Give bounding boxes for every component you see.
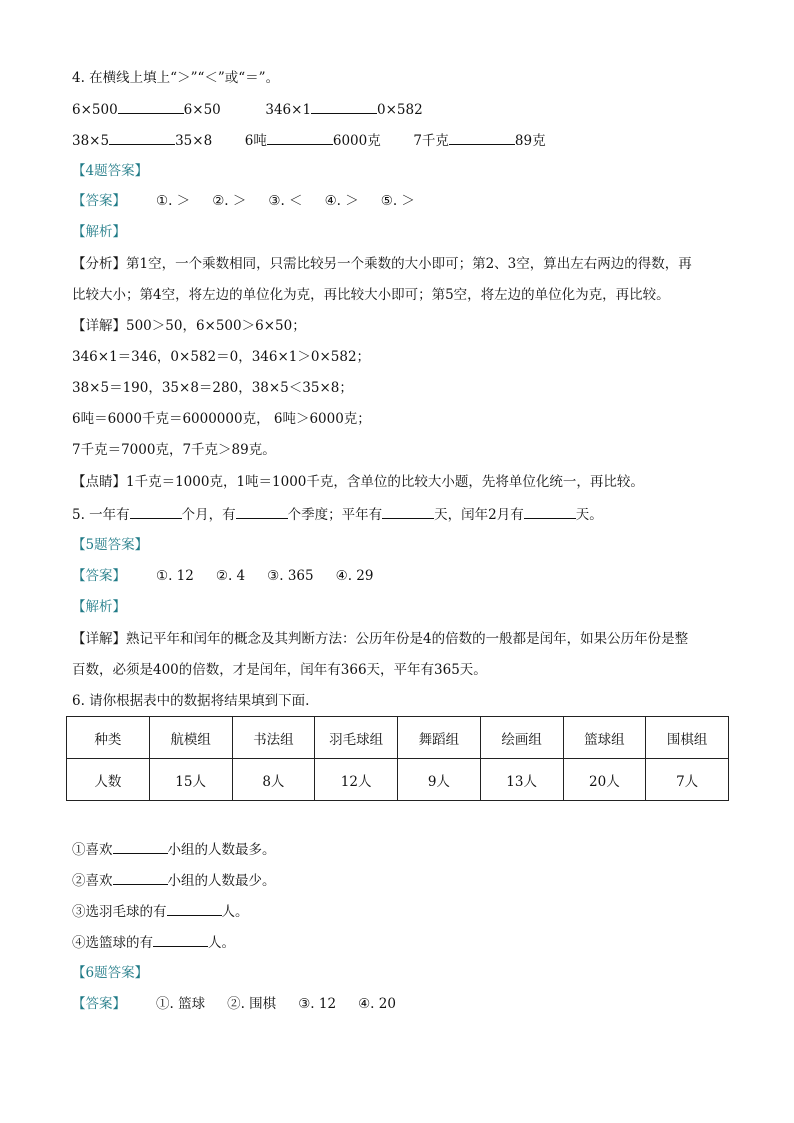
q6-answer-1: ①. 篮球 <box>156 996 206 1012</box>
q4-row1 <box>72 99 423 120</box>
table-cell: 8人 <box>232 759 315 801</box>
q4-item4-left: 6吨 <box>244 133 267 149</box>
table-row <box>67 759 729 801</box>
q4-row2 <box>72 130 546 151</box>
q4-item4-right: 6000克 <box>332 133 381 149</box>
q6-answer-3: ③. 12 <box>298 996 337 1012</box>
q4-item3-right: 35×8 <box>175 133 213 149</box>
q4-analysis-tag: 【分析】 <box>72 256 126 272</box>
q6-item-3: ③选羽毛球的有 人。 <box>72 901 249 922</box>
q6-answer-row <box>72 994 418 1014</box>
table-cell: 15人 <box>149 759 232 801</box>
table-cell: 人数 <box>67 759 150 801</box>
table-cell: 舞蹈组 <box>398 717 481 759</box>
q5-blank-4[interactable] <box>524 504 576 519</box>
q5-answer-label: 【答案】 <box>72 568 126 584</box>
table-header-row <box>67 717 729 759</box>
table-cell: 羽毛球组 <box>315 717 398 759</box>
q4-blank-5[interactable] <box>449 130 515 145</box>
table-cell: 12人 <box>315 759 398 801</box>
q4-answer-row <box>72 191 437 211</box>
q5-answer-2: ②. 4 <box>215 568 246 584</box>
q4-detail-line3: 38×5＝190，35×8＝280，38×5＜35×8； <box>72 380 353 396</box>
q4-analysis-line2: 比较大小；第4空，将左边的单位化为克，再比较大小即可；第5空，将左边的单位化为克，再比较。 <box>72 287 670 303</box>
table-cell: 13人 <box>480 759 563 801</box>
q4-detail-line2: 346×1＝346，0×582＝0，346×1＞0×582； <box>72 349 371 365</box>
q4-analysis-line1: 【分析】第1空，一个乘数相同，只需比较另一个乘数的大小即可；第2、3空，算出左右两边的得数，再 <box>72 256 692 272</box>
table-cell: 书法组 <box>232 717 315 759</box>
q6-blank-4[interactable] <box>153 932 208 947</box>
q6-answer-4: ④. 20 <box>358 996 396 1012</box>
q4-answer-label: 【答案】 <box>72 193 126 209</box>
q4-stem: 4. 在横线上填上“＞”“＜”或“＝”。 <box>72 70 280 86</box>
q6-item-4: ④选篮球的有 人。 <box>72 932 235 953</box>
q5-detail-line1: 【详解】熟记平年和闰年的概念及其判断方法：公历年份是4的倍数的一般都是闰年，如果公历年份是整 <box>72 631 689 647</box>
q6-answer-label: 【答案】 <box>72 996 126 1012</box>
table-cell: 绘画组 <box>480 717 563 759</box>
q5-detail-tag: 【详解】 <box>72 631 126 647</box>
table-cell: 篮球组 <box>563 717 646 759</box>
q4-blank-2[interactable] <box>311 99 377 114</box>
q4-blank-3[interactable] <box>109 130 175 145</box>
q4-analysis-header: 【解析】 <box>72 224 126 240</box>
q4-detail-tag: 【详解】 <box>72 318 126 334</box>
q6-answer-header: 【6题答案】 <box>72 965 149 981</box>
q6-answer-2: ②. 围棋 <box>227 996 277 1012</box>
q4-item1-right: 6×50 <box>183 102 221 118</box>
q4-answer-4: ④. ＞ <box>324 193 359 209</box>
q6-data-table <box>66 716 729 801</box>
q5-answer-1: ①. 12 <box>156 568 194 584</box>
q4-blank-1[interactable] <box>118 99 184 114</box>
q6-item-1: ①喜欢 小组的人数最多。 <box>72 839 276 860</box>
q6-blank-3[interactable] <box>167 901 222 916</box>
q4-answer-2: ②. ＞ <box>212 193 247 209</box>
table-cell: 9人 <box>398 759 481 801</box>
q4-item2-left: 346×1 <box>265 102 312 118</box>
q5-blank-1[interactable] <box>130 504 182 519</box>
q5-analysis-header: 【解析】 <box>72 599 126 615</box>
q6-blank-1[interactable] <box>113 839 168 854</box>
q4-detail-line4: 6吨＝6000千克＝6000000克， 6吨＞6000克； <box>72 411 371 427</box>
q4-answer-header: 【4题答案】 <box>72 163 149 179</box>
q4-answer-5: ⑤. ＞ <box>380 193 415 209</box>
q4-tip-tag: 【点睛】 <box>72 474 126 490</box>
table-cell: 航模组 <box>149 717 232 759</box>
table-cell: 围棋组 <box>646 717 729 759</box>
q5-detail-line2: 百数，必须是400的倍数，才是闰年，闰年有366天，平年有365天。 <box>72 662 487 678</box>
q6-item-2: ②喜欢 小组的人数最少。 <box>72 870 276 891</box>
q4-item3-left: 38×5 <box>72 133 110 149</box>
q5-blank-2[interactable] <box>236 504 288 519</box>
q4-item1-left: 6×500 <box>72 102 118 118</box>
q6-blank-2[interactable] <box>113 870 168 885</box>
q4-item2-right: 0×582 <box>377 102 423 118</box>
q4-analysis-header-text: 解析 <box>85 224 113 240</box>
q4-detail-line5: 7千克＝7000克，7千克＞89克。 <box>72 442 276 458</box>
q5-answer-4: ④. 29 <box>335 568 374 584</box>
q4-tip-line: 【点睛】1千克＝1000克，1吨＝1000千克，含单位的比较大小题，先将单位化统一，再比较。 <box>72 474 644 490</box>
q4-detail-line1: 【详解】500＞50，6×500＞6×50； <box>72 318 306 334</box>
q4-answer-3: ③. ＜ <box>268 193 303 209</box>
q4-blank-4[interactable] <box>267 130 333 145</box>
table-cell: 20人 <box>563 759 646 801</box>
q4-item5-right: 89克 <box>514 133 546 149</box>
q4-item5-left: 7千克 <box>413 133 449 149</box>
q5-answer-3: ③. 365 <box>267 568 314 584</box>
q5-analysis-header-text: 解析 <box>85 599 113 615</box>
q6-stem: 6. 请你根据表中的数据将结果填到下面. <box>72 693 310 709</box>
q5-answer-header: 【5题答案】 <box>72 537 149 553</box>
q5-blank-3[interactable] <box>382 504 434 519</box>
q5-answer-row <box>72 566 395 586</box>
q4-answer-1: ①. ＞ <box>156 193 191 209</box>
q5-stem: 5. 一年有 个月，有 个季度；平年有 天，闰年2月有 天。 <box>72 504 603 525</box>
table-cell: 种类 <box>67 717 150 759</box>
table-cell: 7人 <box>646 759 729 801</box>
